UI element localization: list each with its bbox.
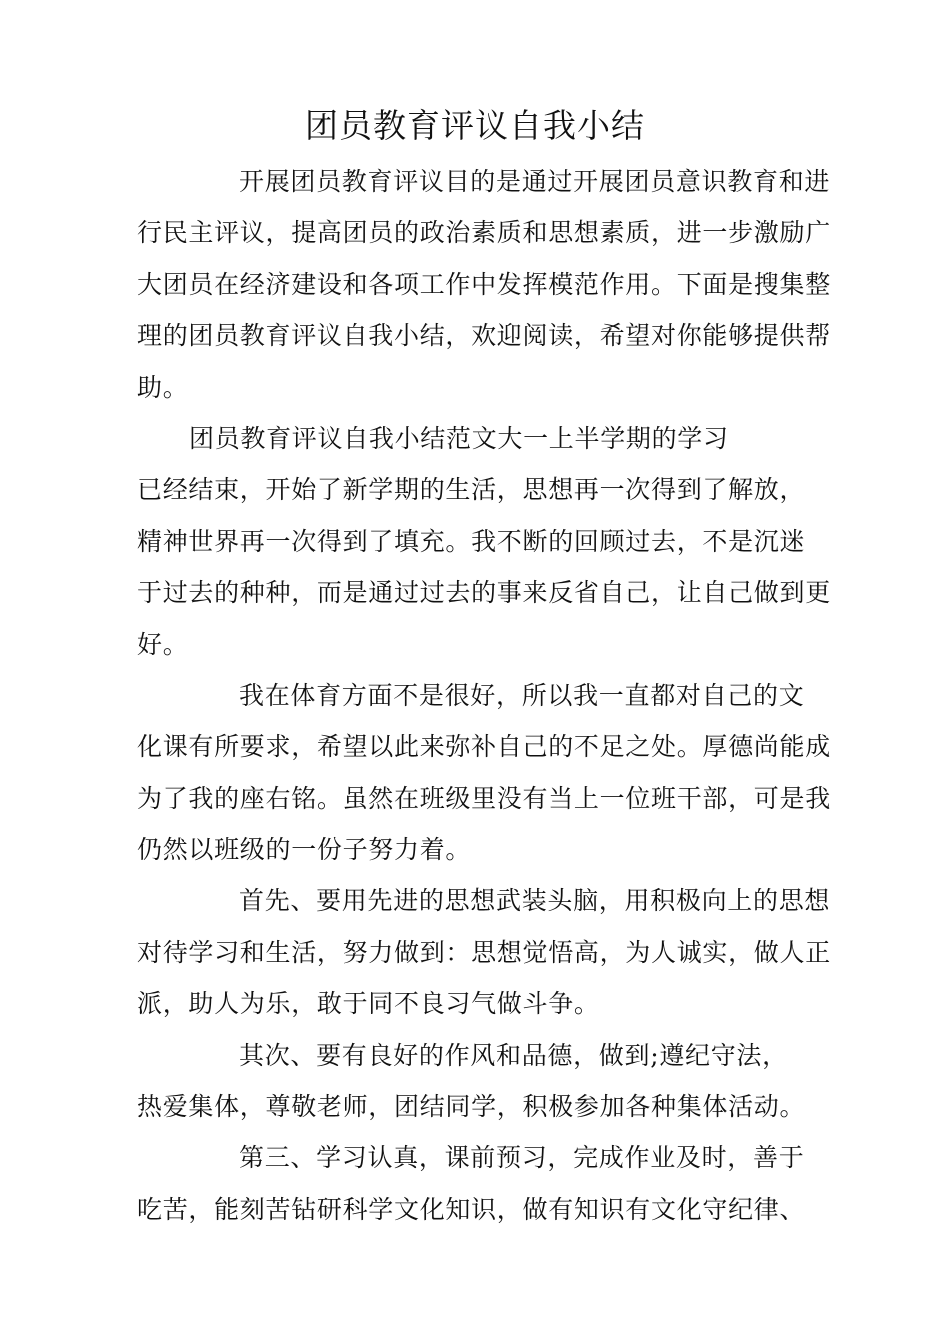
document-body: [137, 156, 837, 1235]
paragraph: [137, 670, 837, 876]
paragraph-line: 热爱集体，尊敬老师，团结同学，积极参加各种集体活动。: [137, 1092, 806, 1122]
paragraph-line: 我在体育方面不是很好，所以我一直都对自己的文: [239, 680, 805, 710]
paragraph-line: 于过去的种种，而是通过过去的事来反省自己，让自己做到更: [137, 578, 831, 608]
paragraph-line: 精神世界再一次得到了填充。我不断的回顾过去，不是沉迷: [137, 526, 806, 556]
paragraph-line: 为了我的座右铭。虽然在班级里没有当上一位班干部，可是我: [137, 783, 831, 813]
paragraph-line: 化课有所要求，希望以此来弥补自己的不足之处。厚德尚能成: [137, 732, 831, 762]
paragraph: [137, 413, 837, 670]
paragraph-line: 开展团员教育评议目的是通过开展团员意识教育和进: [239, 167, 831, 196]
paragraph-line: 好。: [137, 629, 189, 659]
paragraph: [137, 875, 837, 1029]
paragraph: [137, 1030, 837, 1133]
paragraph-line: 吃苦，能刻苦钻研科学文化知识，做有知识有文化守纪律、: [137, 1194, 806, 1224]
paragraph-line: 行民主评议，提高团员的政治素质和思想素质，进一步激励广: [137, 218, 831, 248]
document-title: 团员教育评议自我小结: [305, 106, 645, 145]
paragraph-line: 助。: [137, 372, 189, 402]
paragraph-line: 派，助人为乐，敢于同不良习气做斗争。: [137, 989, 600, 1019]
paragraph-line: 第三、学习认真，课前预习，完成作业及时，善于: [239, 1143, 805, 1173]
paragraph-line: 对待学习和生活，努力做到：思想觉悟高，为人诚实，做人正: [137, 937, 831, 967]
paragraph: [137, 156, 837, 413]
paragraph-line: 大团员在经济建设和各项工作中发挥模范作用。下面是搜集整: [137, 269, 831, 299]
paragraph-line: 已经结束，开始了新学期的生活，思想再一次得到了解放，: [137, 475, 806, 505]
paragraph-line: 首先、要用先进的思想武装头脑，用积极向上的思想: [239, 886, 831, 916]
paragraph-line: 团员教育评议自我小结范文大一上半学期的学习: [189, 423, 729, 453]
paragraph: [137, 1132, 837, 1235]
paragraph-line: 仍然以班级的一份子努力着。: [137, 835, 472, 865]
paragraph-line: 其次、要有良好的作风和品德，做到;遵纪守法，: [239, 1040, 788, 1070]
paragraph-line: 理的团员教育评议自我小结，欢迎阅读，希望对你能够提供帮: [137, 321, 831, 351]
